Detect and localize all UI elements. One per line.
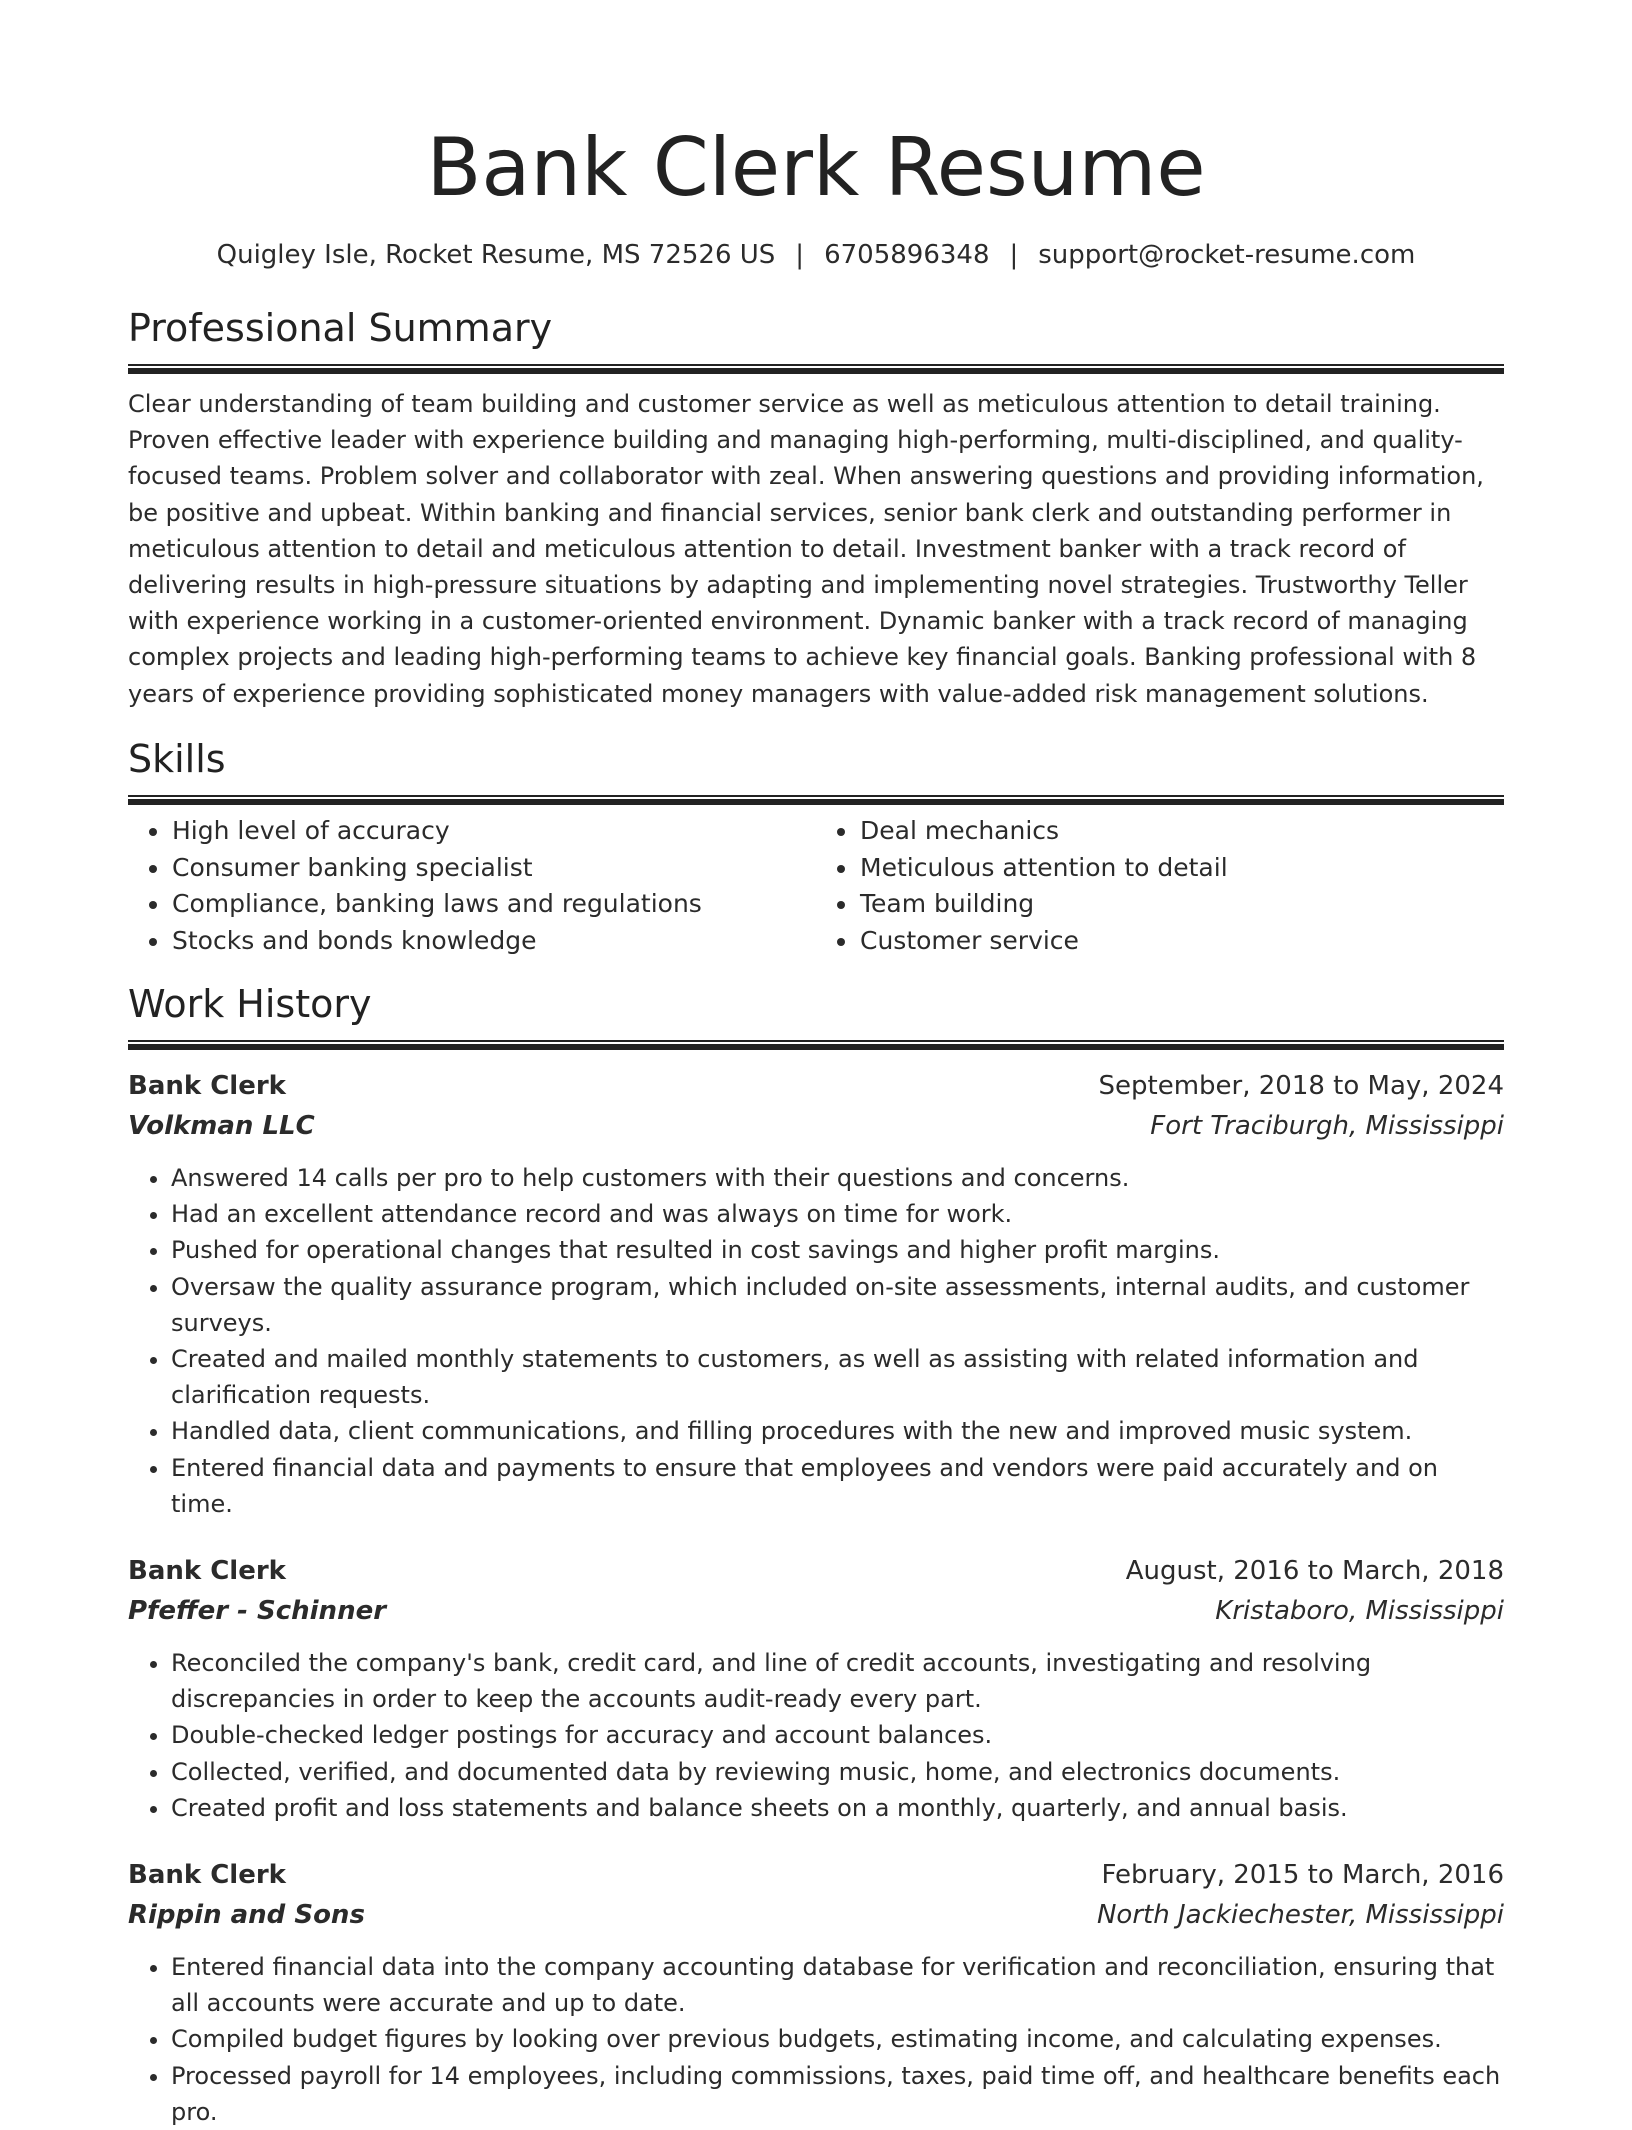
job-company-row	[128, 1895, 1504, 1935]
job-bullet: • Compiled budget figures by looking over previous budgets, estimating income, and calculating expenses.	[171, 2021, 1504, 2057]
job-company-row	[128, 1591, 1504, 1631]
job-header-row	[128, 1066, 1504, 1106]
skills-heading: Skills	[128, 736, 226, 781]
skill-item: • Deal mechanics	[859, 813, 1504, 850]
skill-item: • Team building	[859, 886, 1504, 923]
skills-left-column	[128, 813, 816, 960]
skill-item: • Customer service	[859, 923, 1504, 960]
job-entry	[128, 1066, 1504, 1522]
skills-right-column	[816, 813, 1504, 960]
job-dates: August, 2016 to March, 2018	[1125, 1556, 1504, 1587]
job-title: Bank Clerk	[128, 1860, 286, 1891]
contact-separator: |	[1009, 240, 1019, 270]
skill-item: • Stocks and bonds knowledge	[171, 923, 816, 960]
skill-item: • Meticulous attention to detail	[859, 850, 1504, 887]
skills-section	[128, 735, 1504, 960]
job-bullets	[128, 1160, 1504, 1522]
job-bullet: • Created profit and loss statements and balance sheets on a monthly, quarterly, and annual basis.	[171, 1790, 1504, 1826]
job-company-row	[128, 1106, 1504, 1146]
job-location: Kristaboro, Mississippi	[1215, 1596, 1504, 1627]
job-bullet: • Collected, verified, and documented data by reviewing music, home, and electronics documents.	[171, 1754, 1504, 1790]
section-divider	[128, 1040, 1504, 1050]
job-bullets	[128, 1645, 1504, 1826]
work-section	[128, 980, 1504, 2130]
contact-email: support@rocket-resume.com	[1038, 240, 1416, 270]
summary-section	[128, 304, 1504, 712]
job-company: Pfeffer - Schinner	[128, 1596, 387, 1627]
section-divider	[128, 364, 1504, 374]
resume-title: Bank Clerk Resume	[426, 121, 1206, 214]
skill-item: • High level of accuracy	[171, 813, 816, 850]
job-entry	[128, 1551, 1504, 1826]
contact-line	[128, 238, 1504, 272]
summary-text: Clear understanding of team building and customer service as well as meticulous attention to detail training. Proven effective leader with experience building and managing high-performing, multi-disciplined, and quality-focused teams. Problem solver and collaborator with zeal. When answering questions and providing information, be positive and upbeat. Within banking and financial services, senior bank clerk and outstanding performer in meticulous attention to detail and meticulous attention to detail. Investment banker with a track record of delivering results in high-pressure situations by adapting and implementing novel strategies. Trustworthy Teller with experience working in a customer-oriented environment. Dynamic banker with a track record of managing complex projects and leading high-performing teams to achieve key financial goals. Banking professional with 8 years of experience providing sophisticated money managers with value-added risk management solutions.	[128, 390, 1484, 708]
contact-address: Quigley Isle, Rocket Resume, MS 72526 US	[216, 240, 776, 270]
job-entry	[128, 1855, 1504, 2130]
job-header-row	[128, 1551, 1504, 1591]
job-company: Volkman LLC	[128, 1111, 315, 1142]
job-bullets	[128, 1949, 1504, 2130]
work-heading: Work History	[128, 982, 372, 1027]
job-bullet: • Handled data, client communications, and filling procedures with the new and improved music system.	[171, 1413, 1504, 1449]
job-bullet: • Reconciled the company's bank, credit card, and line of credit accounts, investigating and resolving discrepancies in order to keep the accounts audit-ready every part.	[171, 1645, 1504, 1717]
job-bullet: • Entered financial data into the company accounting database for verification and reconciliation, ensuring that all accounts were accurate and up to date.	[171, 1949, 1504, 2021]
job-bullet: • Double-checked ledger postings for accuracy and account balances.	[171, 1717, 1504, 1753]
job-location: North Jackiechester, Mississippi	[1096, 1900, 1504, 1931]
job-bullet: • Pushed for operational changes that resulted in cost savings and higher profit margins.	[171, 1232, 1504, 1268]
job-title: Bank Clerk	[128, 1556, 286, 1587]
job-header-row	[128, 1855, 1504, 1895]
job-bullet: • Answered 14 calls per pro to help customers with their questions and concerns.	[171, 1160, 1504, 1196]
job-bullet: • Processed payroll for 14 employees, including commissions, taxes, paid time off, and healthcare benefits each pro.	[171, 2058, 1504, 2130]
job-bullet: • Had an excellent attendance record and was always on time for work.	[171, 1196, 1504, 1232]
job-dates: February, 2015 to March, 2016	[1101, 1860, 1504, 1891]
contact-separator: |	[795, 240, 805, 270]
job-dates: September, 2018 to May, 2024	[1098, 1071, 1504, 1102]
contact-phone: 6705896348	[824, 240, 990, 270]
job-title: Bank Clerk	[128, 1071, 286, 1102]
job-company: Rippin and Sons	[128, 1900, 365, 1931]
job-bullet: • Entered financial data and payments to ensure that employees and vendors were paid accurately and on time.	[171, 1450, 1504, 1522]
skill-item: • Consumer banking specialist	[171, 850, 816, 887]
summary-heading: Professional Summary	[128, 306, 553, 350]
resume-page	[128, 0, 1504, 2130]
job-bullet: • Oversaw the quality assurance program, which included on-site assessments, internal audits, and customer surveys.	[171, 1269, 1504, 1341]
skill-item: • Compliance, banking laws and regulations	[171, 886, 816, 923]
job-bullet: • Created and mailed monthly statements to customers, as well as assisting with related information and clarification requests.	[171, 1341, 1504, 1413]
skills-grid	[128, 813, 1504, 960]
job-location: Fort Traciburgh, Mississippi	[1150, 1111, 1504, 1142]
section-divider	[128, 795, 1504, 805]
